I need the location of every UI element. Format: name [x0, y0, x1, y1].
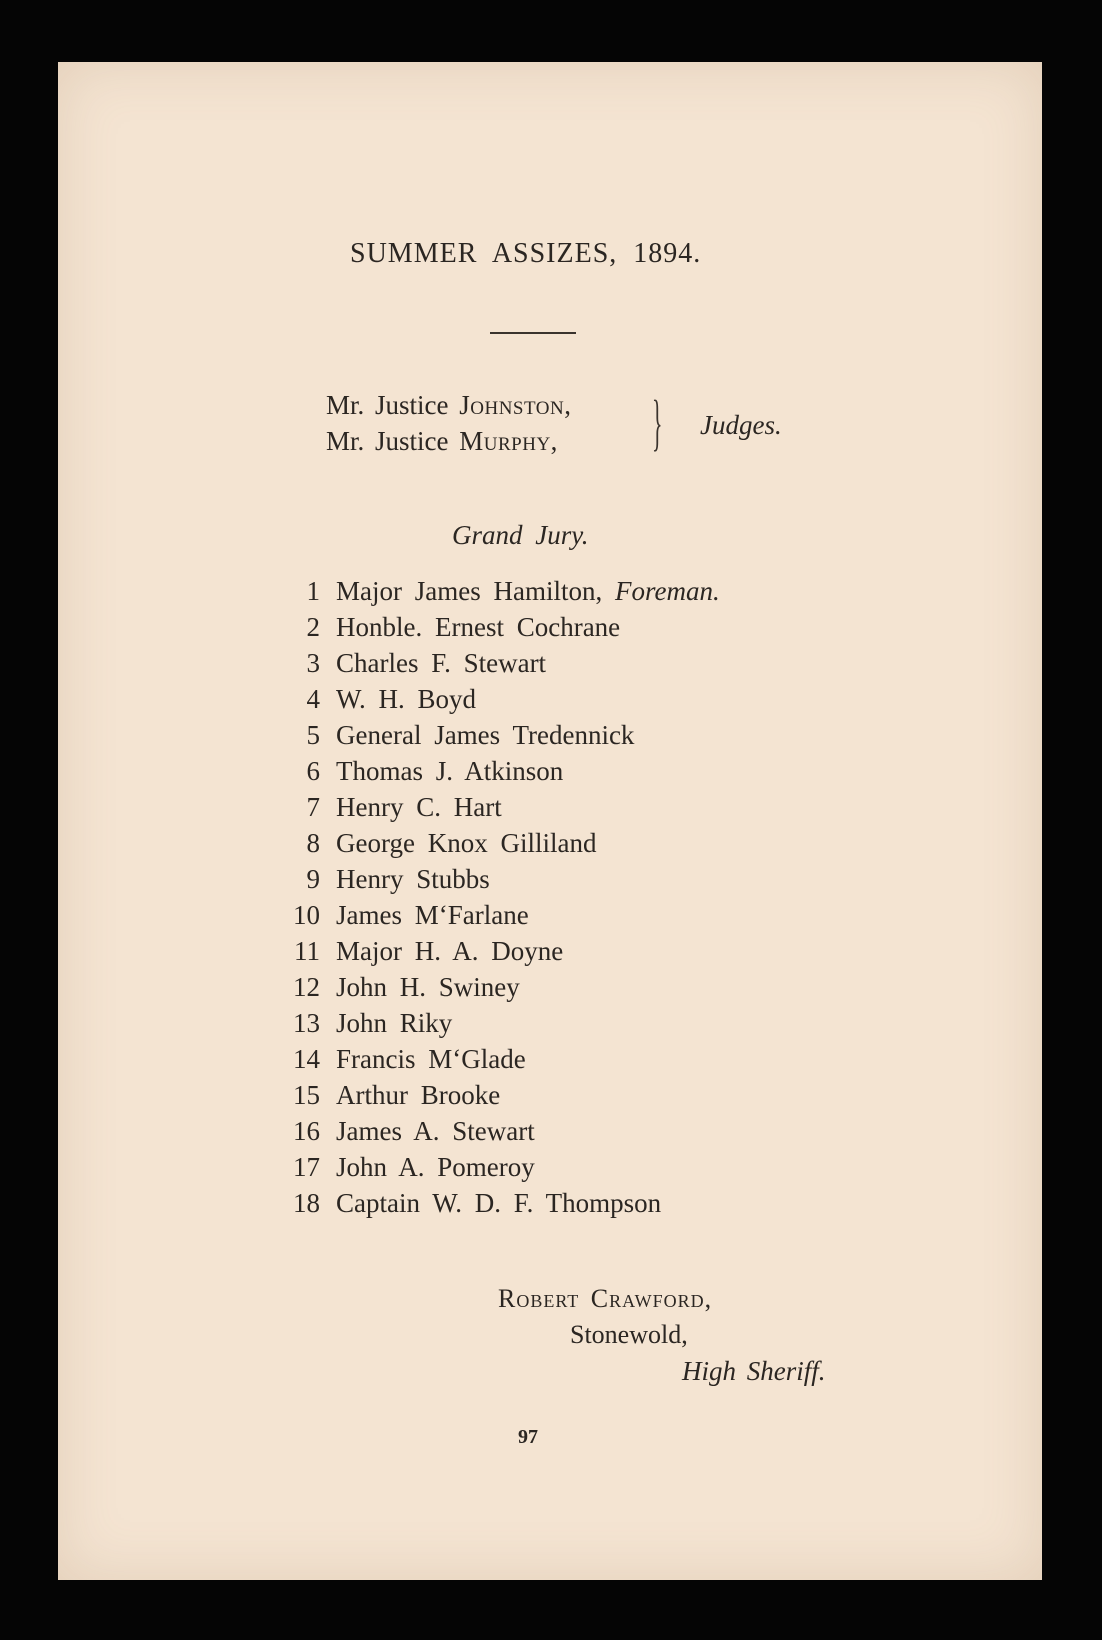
jury-member-name-line [336, 900, 529, 931]
jury-member-name-line [336, 1152, 535, 1183]
jury-member-number: 2 [306, 612, 320, 642]
page-number: 97 [518, 1426, 538, 1448]
jury-member-name-line [336, 576, 720, 607]
jury-member-number: 15 [293, 1080, 320, 1110]
jury-member-name: James M‘Farlane [336, 900, 529, 930]
jury-member-name: General James Tredennick [336, 720, 635, 750]
jury-member-name: George Knox Gilliland [336, 828, 597, 858]
judge-prefix: Mr. Justice [326, 426, 449, 456]
jury-member-name: Arthur Brooke [336, 1080, 501, 1110]
judge-suffix: , [550, 426, 558, 456]
jury-member-name-line [336, 1080, 500, 1111]
jury-member-name-line [336, 756, 563, 787]
page-title: SUMMER ASSIZES, 1894. [350, 238, 702, 269]
jury-member-name: Thomas J. Atkinson [336, 756, 564, 786]
jury-member-number: 17 [293, 1152, 320, 1182]
jury-member-number: 9 [306, 864, 320, 894]
jury-member-name: John H. Swiney [336, 972, 520, 1002]
jury-member-number: 1 [306, 576, 320, 606]
jury-member-name-line [336, 612, 620, 643]
jury-member-name-line [336, 1116, 535, 1147]
jury-member-number: 3 [306, 648, 320, 678]
jury-member-number: 11 [294, 936, 320, 966]
jury-member-name-line [336, 972, 520, 1003]
jury-member-number: 6 [306, 756, 320, 786]
jury-member-number: 18 [293, 1188, 320, 1218]
jury-member-name: James A. Stewart [336, 1116, 535, 1146]
document-page [58, 62, 1042, 1580]
jury-member-name-line [336, 864, 490, 895]
grand-jury-heading: Grand Jury. [452, 520, 589, 550]
jury-member-name: Charles F. Stewart [336, 648, 547, 678]
jury-member-role: Foreman. [614, 576, 720, 606]
jury-member-name: Captain W. D. F. Thompson [336, 1188, 662, 1218]
judge-surname: Murphy [459, 426, 551, 456]
jury-member-name-line [336, 936, 563, 967]
jury-member-number: 4 [306, 684, 320, 714]
jury-member-name-line [336, 792, 502, 823]
jury-member-number: 14 [293, 1044, 320, 1074]
jury-member-number: 8 [306, 828, 320, 858]
judge-surname: Johnston [459, 390, 565, 420]
jury-member-number: 7 [306, 792, 320, 822]
jury-member-name: Francis M‘Glade [336, 1044, 526, 1074]
jury-member-number: 16 [293, 1116, 320, 1146]
jury-member-name-line [336, 1008, 452, 1039]
title-divider [490, 332, 576, 334]
jury-member-name: Henry C. Hart [336, 792, 502, 822]
jury-member-number: 10 [293, 900, 320, 930]
jury-member-number: 12 [293, 972, 320, 1002]
sheriff-place: Stonewold, [570, 1320, 688, 1349]
judge-entry-2 [326, 426, 557, 457]
jury-member-name: Honble. Ernest Cochrane [336, 612, 621, 642]
judges-label: Judges. [700, 410, 782, 440]
judge-suffix: , [564, 390, 571, 420]
jury-member-name-line [336, 684, 476, 715]
jury-member-name: Major H. A. Doyne [336, 936, 564, 966]
judge-prefix: Mr. Justice [326, 390, 449, 420]
judge-entry-1 [326, 390, 571, 421]
sheriff-title: High Sheriff. [682, 1356, 826, 1386]
jury-member-name-line [336, 720, 634, 751]
jury-member-name-line [336, 648, 546, 679]
judges-brace-icon: } [652, 389, 663, 457]
jury-member-number: 5 [306, 720, 320, 750]
jury-member-name: John Riky [336, 1008, 453, 1038]
jury-member-name-line [336, 1188, 661, 1219]
jury-member-name: Henry Stubbs [336, 864, 490, 894]
jury-member-name-line [336, 1044, 526, 1075]
jury-member-name: Major James Hamilton, [336, 576, 603, 606]
jury-member-name: W. H. Boyd [336, 684, 477, 714]
sheriff-name: Robert Crawford, [498, 1284, 713, 1313]
jury-member-name-line [336, 828, 596, 859]
jury-member-name: John A. Pomeroy [336, 1152, 535, 1182]
jury-member-number: 13 [293, 1008, 320, 1038]
